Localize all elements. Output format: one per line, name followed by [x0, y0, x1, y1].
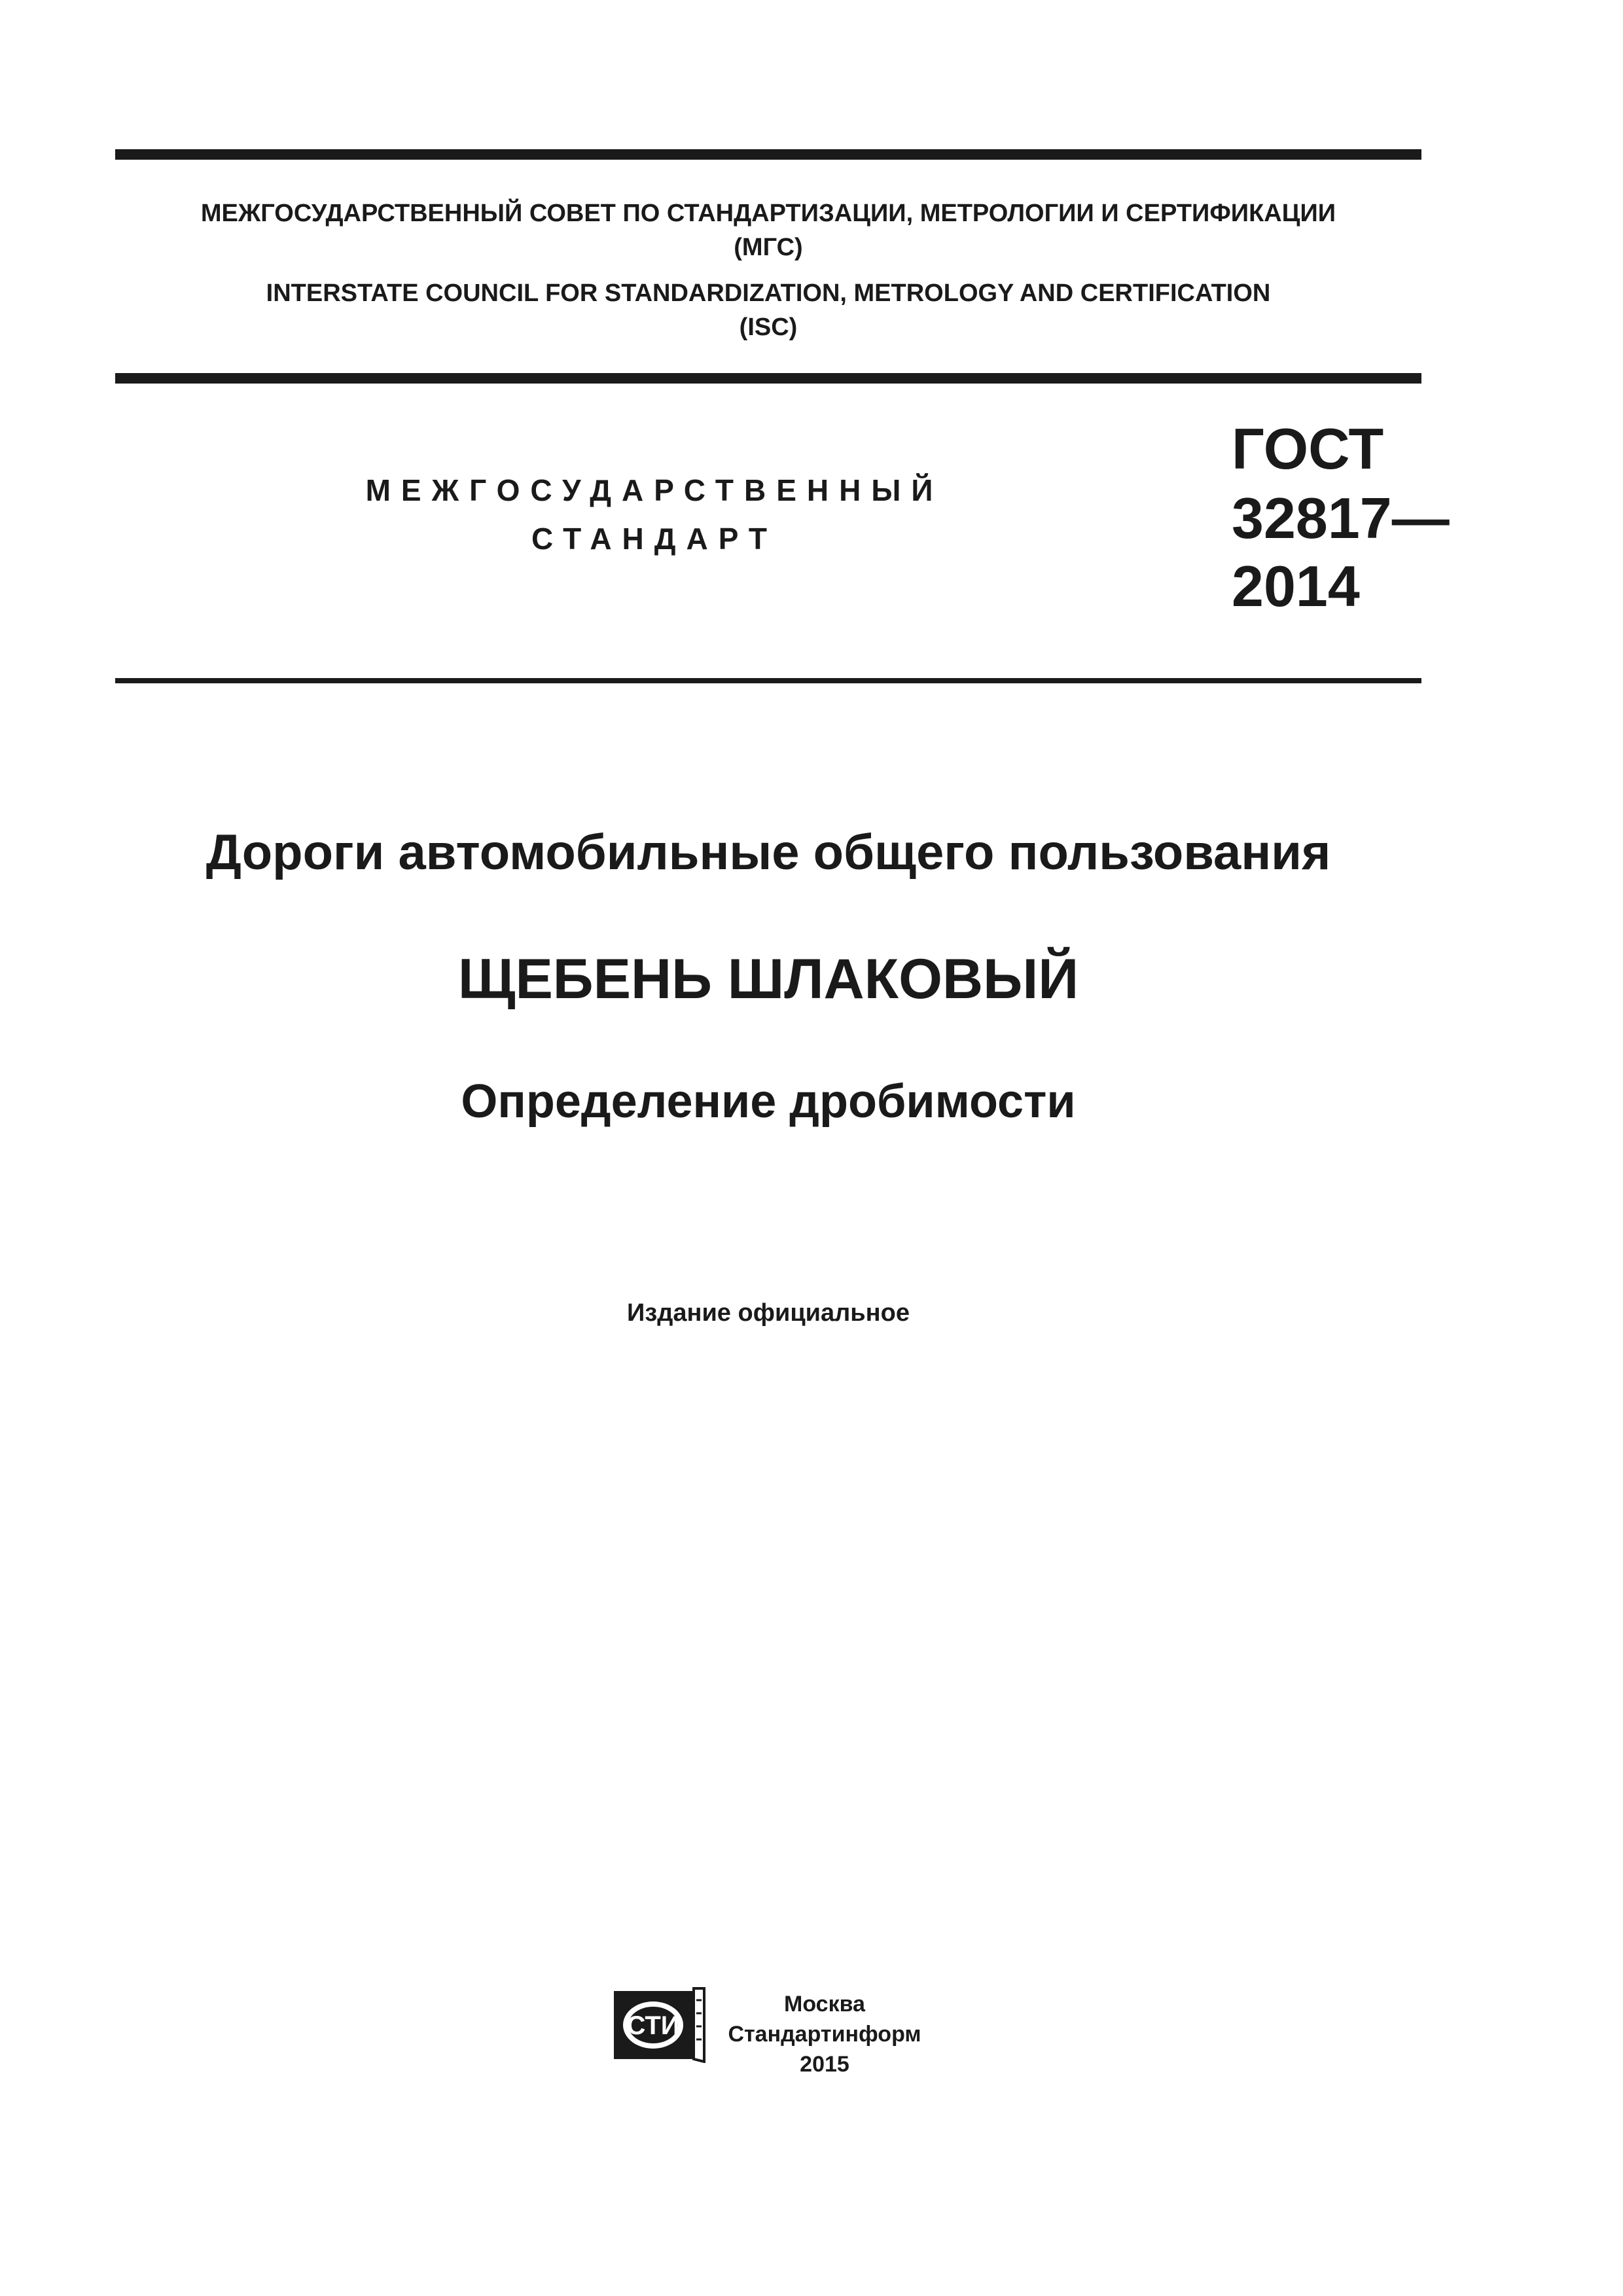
publisher-logo: [613, 1987, 705, 2063]
top-rule: [115, 149, 1421, 160]
title-line1: Дороги автомобильные общего пользования: [205, 825, 1331, 880]
gost-number: 32817—: [1232, 486, 1450, 550]
council-abbr-en: (ISC): [739, 314, 798, 341]
standard-kind-line1: МЕЖГОСУДАРСТВЕННЫЙ: [365, 473, 944, 507]
title-line3: Определение дробимости: [461, 1075, 1076, 1128]
publisher-city: Москва: [784, 1992, 865, 2017]
standard-kind-line2: СТАНДАРТ: [531, 522, 777, 556]
publisher-year: 2015: [800, 2052, 849, 2077]
publisher-logo-text: СТИ: [626, 2011, 680, 2040]
gost-year: 2014: [1232, 554, 1360, 619]
council-abbr-ru: (МГС): [734, 234, 803, 261]
council-name-ru: МЕЖГОСУДАРСТВЕННЫЙ СОВЕТ ПО СТАНДАРТИЗАЦИИ, МЕТРОЛОГИИ И СЕРТИФИКАЦИИ: [200, 200, 1336, 227]
council-name-en: INTERSTATE COUNCIL FOR STANDARDIZATION, METROLOGY AND CERTIFICATION: [266, 279, 1271, 307]
gost-prefix: ГОСТ: [1232, 416, 1384, 481]
edition-label: Издание официальное: [627, 1299, 910, 1327]
title-line2: ЩЕБЕНЬ ШЛАКОВЫЙ: [457, 948, 1079, 1011]
designation-rule: [115, 678, 1421, 683]
publisher-name: Стандартинформ: [728, 2022, 921, 2047]
header-rule: [115, 373, 1421, 384]
publisher-logo-graphic: [613, 1987, 705, 2063]
